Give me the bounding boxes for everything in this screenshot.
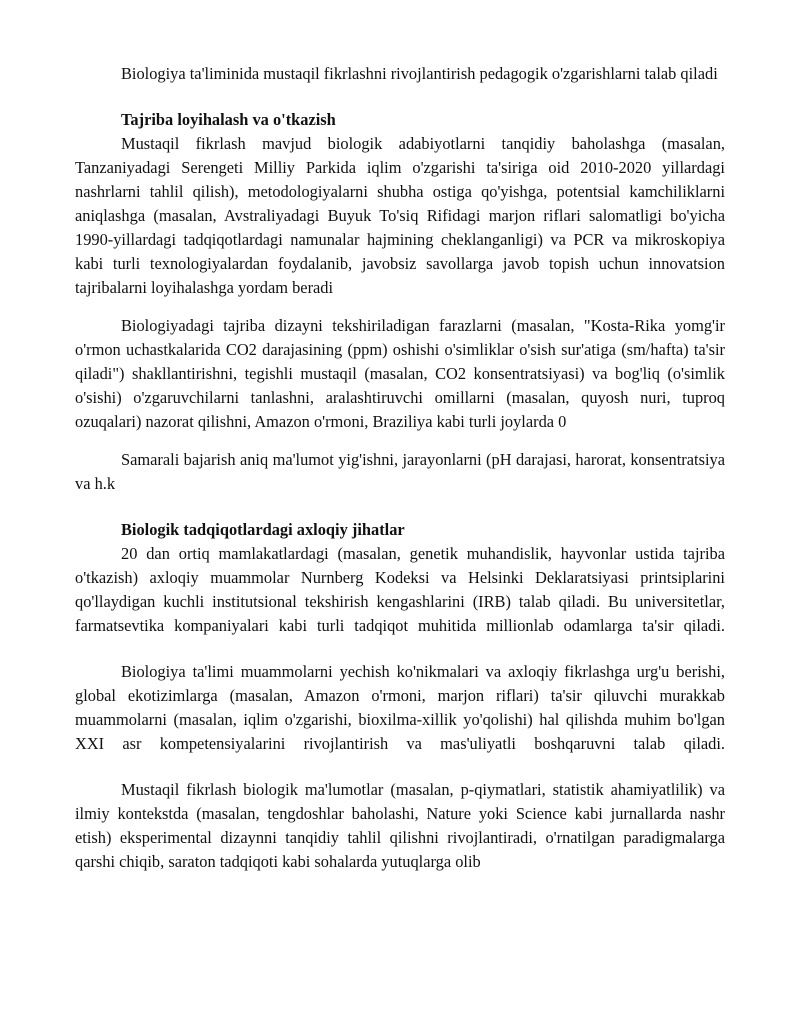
paragraph-independent-thinking: Mustaqil fikrlash mavjud biologik adabiyotlarni tanqidiy baholashga (masalan, Tanzaniyadagi Serengeti Milliy Parkida iqlim o'zgarishi ta'siriga oid 2010-2020 yillardagi nashrlarni tahlil qilish), metodologiyalarni shubha ostiga qo'yishga, potentsial kamchiliklarni aniqlashga (masalan, Avstraliyadagi Buyuk To'siq Rifidagi marjon riflari salomatligi bo'yicha 1990-yillardagi tadqiqotlardagi namunalar hajmining cheklanganligi) va PCR va mikroskopiya kabi turli texnologiyalardan foydalanib, javobsiz savollarga javob topish uchun innovatsion tajribalarni loyihalashga yordam beradi (75, 134, 725, 297)
paragraph-ethics: 20 dan ortiq mamlakatlardagi (masalan, genetik muhandislik, hayvonlar ustida tajriba o'tkazish) axloqiy muammolar Nurnberg Kodeksi va Helsinki Deklaratsiyasi printsiplarini qo'llaydigan kuchli institutsional tekshirish kengashlarini (IRB) talab qiladi. Bu universitetlar, farmatsevtika kompaniyalari kabi turli tadqiqot muhitida millionlab odamlarga ta'sir qiladi. (75, 544, 725, 635)
paragraph-critical-analysis: Mustaqil fikrlash biologik ma'lumotlar (masalan, p-qiymatlari, statistik ahamiyatlilik) va ilmiy kontekstda (masalan, tengdoshlar baholashi, Nature yoki Science kabi jurnallarda nashr etish) eksperimental dizaynni tanqidiy tahlil qilishni rivojlantiradi, o'rnatilgan paradigmalarga qarshi chiqib, saraton tadqiqoti kabi sohalarda yutuqlarga olib (75, 780, 725, 871)
section-heading-ethics: Biologik tadqiqotlardagi axloqiy jihatlar (121, 520, 405, 539)
paragraph-execution: Samarali bajarish aniq ma'lumot yig'ishni, jarayonlarni (pH darajasi, harorat, konsentratsiya va h.k (75, 450, 725, 493)
paragraph-intro: Biologiya ta'liminida mustaqil fikrlashni rivojlantirish pedagogik o'zgarishlarni talab qiladi (121, 64, 718, 83)
section-heading-experiment-design: Tajriba loyihalash va o'tkazish (121, 110, 336, 129)
paragraph-experiment-design: Biologiyadagi tajriba dizayni tekshiriladigan farazlarni (masalan, "Kosta-Rika yomg'ir o'rmon uchastkalarida CO2 darajasining (ppm) oshishi o'simliklar o'sish sur'atiga (sm/hafta) ta'sir qiladi") shakllantirishni, tegishli mustaqil (masalan, CO2 konsentratsiyasi) va bog'liq (o'simlik o'sishi) o'zgaruvchilarni tanlashni, aralashtiruvchi omillarni (masalan, quyosh nuri, tuproq ozuqalari) nazorat qilishni, Amazon o'rmoni, Braziliya kabi turli joylarda 0 (75, 316, 725, 431)
paragraph-education: Biologiya ta'limi muammolarni yechish ko'nikmalari va axloqiy fikrlashga urg'u berishi, global ekotizimlarga (masalan, Amazon o'rmoni, marjon riflari) ta'sir qiluvchi murakkab muammolarni (masalan, iqlim o'zgarishi, bioxilma-xillik yo'qolishi) hal qilishda muhim bo'lgan XXI asr kompetensiyalarini rivojlantirish va mas'uliyatli boshqaruvni talab qiladi. (75, 662, 725, 753)
document-body (75, 62, 725, 874)
